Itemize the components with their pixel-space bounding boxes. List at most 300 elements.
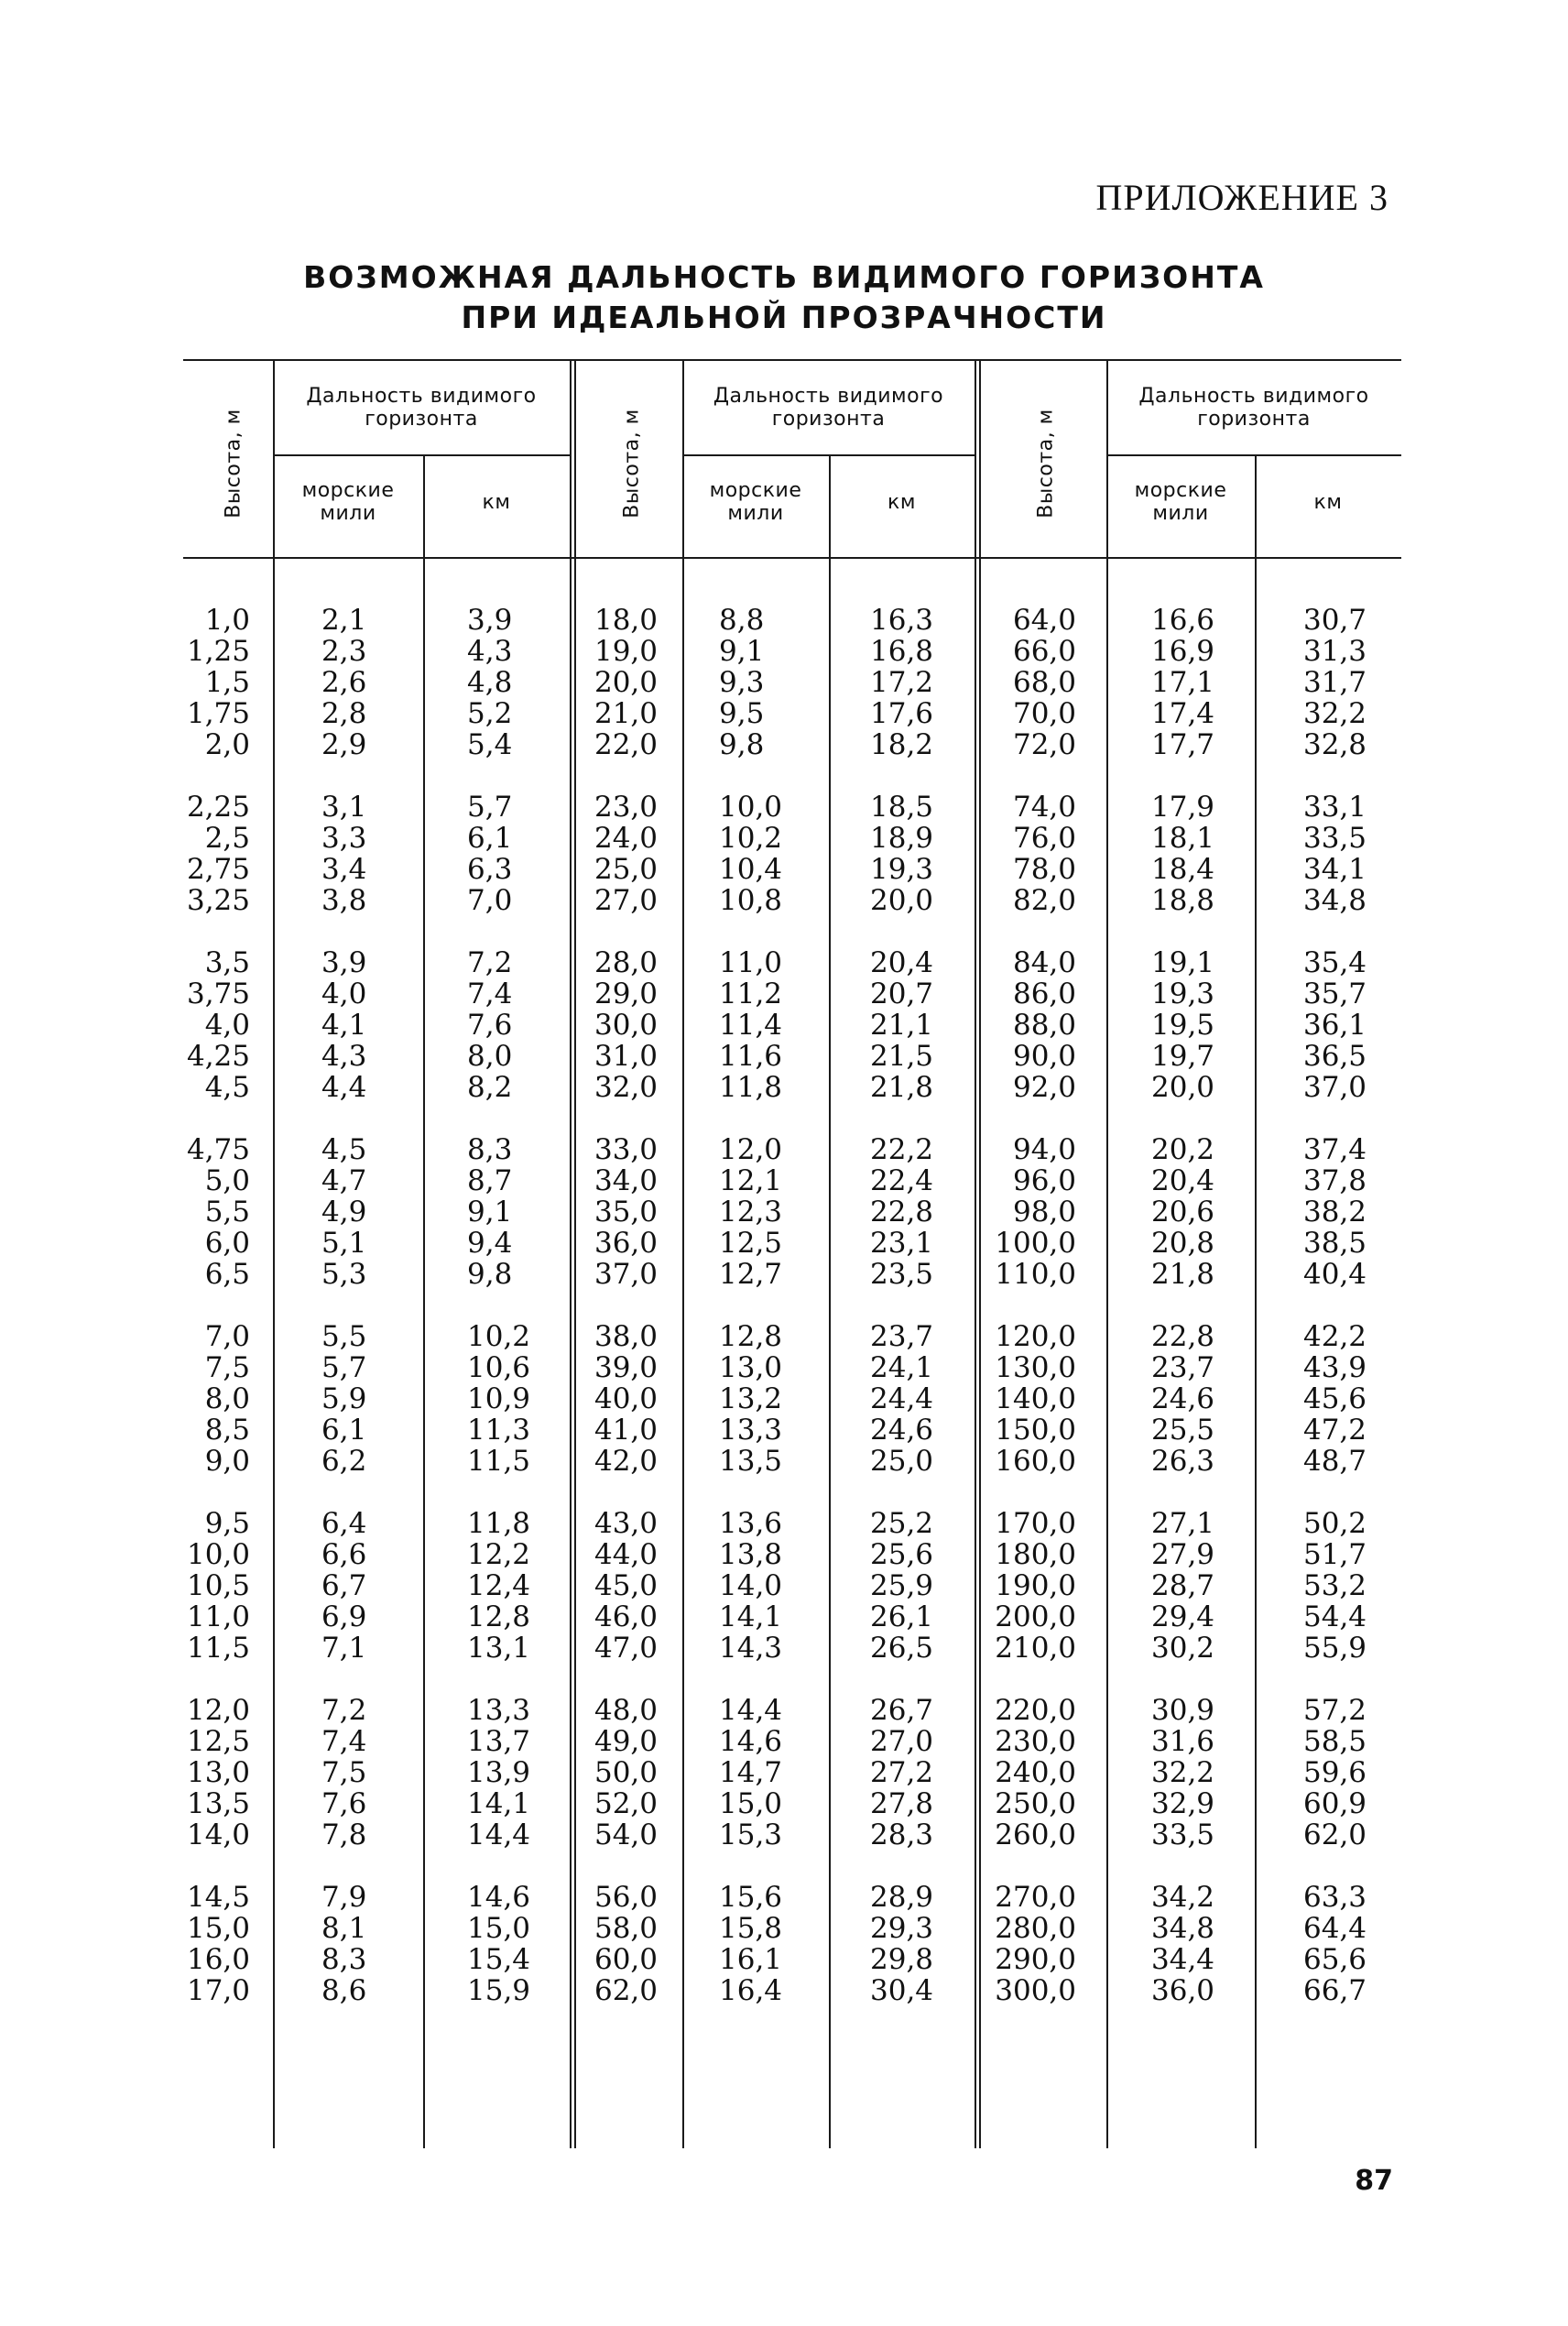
cell-height-m-block-2: 35,0 — [593, 1196, 658, 1229]
cell-height-m-block-3: 66,0 — [1012, 635, 1076, 668]
cell-height-m-block-3: 250,0 — [995, 1787, 1076, 1820]
cell-range-nmi-block-2: 11,4 — [719, 1009, 783, 1042]
cell-height-m-block-2: 47,0 — [593, 1632, 658, 1665]
cell-range-km-block-2: 21,1 — [870, 1009, 934, 1042]
cell-height-m-block-3: 220,0 — [995, 1694, 1076, 1727]
cell-height-m-block-1: 1,0 — [204, 604, 250, 637]
cell-height-m-block-3: 210,0 — [995, 1632, 1076, 1665]
cell-range-nmi-block-3: 18,4 — [1151, 853, 1215, 886]
cell-range-nmi-block-1: 6,1 — [321, 1414, 367, 1447]
cell-height-m-block-3: 260,0 — [995, 1818, 1076, 1851]
cell-range-km-block-2: 21,5 — [870, 1040, 934, 1073]
cell-range-km-block-1: 8,0 — [467, 1040, 513, 1073]
cell-height-m-block-2: 32,0 — [593, 1071, 658, 1104]
range-group-header — [273, 385, 570, 431]
cell-range-nmi-block-1: 8,1 — [321, 1912, 367, 1945]
cell-range-nmi-block-2: 11,0 — [719, 946, 783, 979]
cell-height-m-block-2: 23,0 — [593, 791, 658, 824]
cell-height-m-block-2: 49,0 — [593, 1725, 658, 1758]
page-title-line-2: ПРИ ИДЕАЛЬНОЙ ПРОЗРАЧНОСТИ — [461, 300, 1107, 335]
cell-range-nmi-block-3: 24,6 — [1151, 1382, 1215, 1415]
cell-range-nmi-block-3: 27,9 — [1151, 1538, 1215, 1571]
units-column-divider-2 — [829, 454, 831, 2148]
cell-height-m-block-3: 84,0 — [1012, 946, 1076, 979]
cell-range-km-block-3: 32,8 — [1303, 728, 1367, 761]
cell-range-nmi-block-2: 9,5 — [719, 697, 765, 730]
cell-range-nmi-block-2: 11,2 — [719, 977, 783, 1010]
range-group-header-line-1: Дальность видимого — [306, 385, 537, 408]
cell-range-km-block-2: 24,4 — [870, 1382, 934, 1415]
cell-range-nmi-block-2: 15,3 — [719, 1818, 783, 1851]
cell-range-km-block-2: 22,2 — [870, 1133, 934, 1166]
cell-height-m-block-3: 92,0 — [1012, 1071, 1076, 1104]
cell-height-m-block-3: 230,0 — [995, 1725, 1076, 1758]
cell-range-km-block-1: 8,3 — [467, 1133, 513, 1166]
cell-height-m-block-3: 120,0 — [995, 1320, 1076, 1353]
height-column-header-text: Высота, м — [222, 409, 245, 519]
cell-height-m-block-2: 21,0 — [593, 697, 658, 730]
cell-range-km-block-3: 58,5 — [1303, 1725, 1367, 1758]
cell-range-nmi-block-1: 2,9 — [321, 728, 367, 761]
cell-range-km-block-2: 23,1 — [870, 1227, 934, 1260]
kilometers-header: км — [1313, 491, 1343, 514]
cell-range-km-block-3: 43,9 — [1303, 1351, 1367, 1384]
cell-height-m-block-1: 12,0 — [186, 1694, 250, 1727]
cell-range-nmi-block-2: 14,0 — [719, 1569, 783, 1602]
kilometers-header: км — [482, 491, 511, 514]
cell-range-nmi-block-3: 32,2 — [1151, 1756, 1215, 1789]
cell-range-nmi-block-1: 4,5 — [321, 1133, 367, 1166]
cell-height-m-block-1: 4,0 — [204, 1009, 250, 1042]
cell-height-m-block-3: 270,0 — [995, 1881, 1076, 1914]
cell-range-nmi-block-1: 7,9 — [321, 1881, 367, 1914]
cell-range-km-block-1: 12,2 — [467, 1538, 531, 1571]
cell-range-nmi-block-1: 7,4 — [321, 1725, 367, 1758]
cell-range-nmi-block-3: 22,8 — [1151, 1320, 1215, 1353]
cell-range-nmi-block-2: 13,3 — [719, 1414, 783, 1447]
cell-height-m-block-2: 24,0 — [593, 822, 658, 855]
cell-height-m-block-3: 100,0 — [995, 1227, 1076, 1260]
cell-range-km-block-3: 31,3 — [1303, 635, 1367, 668]
cell-range-km-block-1: 4,8 — [467, 666, 513, 699]
cell-range-km-block-1: 9,1 — [467, 1196, 513, 1229]
cell-range-nmi-block-2: 11,6 — [719, 1040, 783, 1073]
cell-range-km-block-2: 18,2 — [870, 728, 934, 761]
cell-range-km-block-1: 10,6 — [467, 1351, 531, 1384]
cell-range-km-block-1: 13,3 — [467, 1694, 531, 1727]
range-group-header-line-1: Дальность видимого — [1138, 385, 1369, 408]
cell-range-km-block-3: 62,0 — [1303, 1818, 1367, 1851]
kilometers-header: км — [887, 491, 916, 514]
cell-height-m-block-2: 45,0 — [593, 1569, 658, 1602]
cell-height-m-block-3: 140,0 — [995, 1382, 1076, 1415]
cell-height-m-block-2: 54,0 — [593, 1818, 658, 1851]
cell-range-nmi-block-2: 12,3 — [719, 1196, 783, 1229]
cell-range-km-block-1: 3,9 — [467, 604, 513, 637]
cell-range-km-block-2: 22,8 — [870, 1196, 934, 1229]
cell-range-km-block-1: 9,4 — [467, 1227, 513, 1260]
cell-range-km-block-2: 30,4 — [870, 1974, 934, 2007]
cell-range-nmi-block-1: 2,1 — [321, 604, 367, 637]
cell-range-km-block-2: 17,2 — [870, 666, 934, 699]
cell-range-km-block-2: 24,1 — [870, 1351, 934, 1384]
cell-range-km-block-3: 38,5 — [1303, 1227, 1367, 1260]
cell-height-m-block-1: 4,25 — [186, 1040, 250, 1073]
cell-range-km-block-1: 12,4 — [467, 1569, 531, 1602]
cell-height-m-block-2: 38,0 — [593, 1320, 658, 1353]
cell-range-km-block-3: 50,2 — [1303, 1507, 1367, 1540]
cell-height-m-block-3: 170,0 — [995, 1507, 1076, 1540]
cell-range-km-block-2: 20,4 — [870, 946, 934, 979]
nautical-miles-header-line-1: морские — [301, 479, 395, 502]
cell-range-km-block-1: 8,2 — [467, 1071, 513, 1104]
cell-range-nmi-block-1: 3,9 — [321, 946, 367, 979]
header-bottom-rule — [183, 557, 1401, 559]
cell-range-nmi-block-3: 20,8 — [1151, 1227, 1215, 1260]
cell-range-km-block-1: 5,4 — [467, 728, 513, 761]
cell-height-m-block-2: 22,0 — [593, 728, 658, 761]
cell-range-km-block-3: 33,5 — [1303, 822, 1367, 855]
cell-range-km-block-3: 54,4 — [1303, 1600, 1367, 1633]
cell-height-m-block-2: 28,0 — [593, 946, 658, 979]
cell-range-nmi-block-1: 3,3 — [321, 822, 367, 855]
header-split-rule-3 — [1106, 454, 1401, 456]
cell-range-km-block-1: 15,4 — [467, 1943, 531, 1976]
cell-range-km-block-3: 38,2 — [1303, 1196, 1367, 1229]
cell-range-nmi-block-2: 14,3 — [719, 1632, 783, 1665]
range-group-header-line-2: горизонта — [365, 408, 478, 431]
cell-range-km-block-1: 11,8 — [467, 1507, 531, 1540]
cell-range-km-block-3: 53,2 — [1303, 1569, 1367, 1602]
nautical-miles-header-line-1: морские — [709, 479, 802, 502]
cell-range-nmi-block-2: 9,1 — [719, 635, 765, 668]
cell-range-nmi-block-3: 31,6 — [1151, 1725, 1215, 1758]
cell-range-nmi-block-3: 30,9 — [1151, 1694, 1215, 1727]
cell-height-m-block-2: 39,0 — [593, 1351, 658, 1384]
cell-range-km-block-2: 28,9 — [870, 1881, 934, 1914]
cell-range-nmi-block-2: 14,7 — [719, 1756, 783, 1789]
nautical-miles-header-line-2: мили — [320, 502, 376, 525]
cell-range-nmi-block-1: 5,1 — [321, 1227, 367, 1260]
cell-range-km-block-3: 63,3 — [1303, 1881, 1367, 1914]
cell-range-km-block-2: 16,8 — [870, 635, 934, 668]
cell-height-m-block-1: 8,5 — [204, 1414, 250, 1447]
cell-range-nmi-block-3: 20,4 — [1151, 1164, 1215, 1197]
cell-range-nmi-block-3: 26,3 — [1151, 1445, 1215, 1478]
cell-height-m-block-1: 3,75 — [186, 977, 250, 1010]
cell-range-nmi-block-3: 29,4 — [1151, 1600, 1215, 1633]
cell-range-km-block-2: 16,3 — [870, 604, 934, 637]
cell-height-m-block-1: 14,5 — [186, 1881, 250, 1914]
cell-height-m-block-2: 34,0 — [593, 1164, 658, 1197]
cell-range-km-block-3: 34,1 — [1303, 853, 1367, 886]
cell-height-m-block-2: 27,0 — [593, 884, 658, 917]
header-split-rule-1 — [273, 454, 570, 456]
cell-range-nmi-block-3: 32,9 — [1151, 1787, 1215, 1820]
cell-range-nmi-block-2: 15,8 — [719, 1912, 783, 1945]
cell-range-km-block-1: 8,7 — [467, 1164, 513, 1197]
cell-height-m-block-2: 19,0 — [593, 635, 658, 668]
cell-height-m-block-1: 11,0 — [186, 1600, 250, 1633]
page-title-line-1: ВОЗМОЖНАЯ ДАЛЬНОСТЬ ВИДИМОГО ГОРИЗОНТА — [303, 259, 1265, 295]
cell-range-km-block-1: 6,1 — [467, 822, 513, 855]
cell-range-nmi-block-2: 9,8 — [719, 728, 765, 761]
cell-height-m-block-1: 2,0 — [204, 728, 250, 761]
cell-range-km-block-1: 13,1 — [467, 1632, 531, 1665]
cell-range-nmi-block-2: 13,6 — [719, 1507, 783, 1540]
cell-height-m-block-2: 43,0 — [593, 1507, 658, 1540]
cell-height-m-block-1: 2,75 — [186, 853, 250, 886]
cell-range-nmi-block-3: 25,5 — [1151, 1414, 1215, 1447]
table-top-rule — [183, 359, 1401, 361]
cell-range-km-block-3: 33,1 — [1303, 791, 1367, 824]
cell-range-km-block-3: 65,6 — [1303, 1943, 1367, 1976]
cell-height-m-block-1: 10,5 — [186, 1569, 250, 1602]
cell-height-m-block-1: 6,0 — [204, 1227, 250, 1260]
cell-height-m-block-2: 25,0 — [593, 853, 658, 886]
cell-range-km-block-1: 15,9 — [467, 1974, 531, 2007]
cell-range-km-block-3: 64,4 — [1303, 1912, 1367, 1945]
cell-range-nmi-block-1: 7,5 — [321, 1756, 367, 1789]
cell-range-km-block-1: 11,3 — [467, 1414, 531, 1447]
cell-range-nmi-block-1: 7,6 — [321, 1787, 367, 1820]
cell-height-m-block-1: 7,5 — [204, 1351, 250, 1384]
cell-range-nmi-block-2: 12,1 — [719, 1164, 783, 1197]
cell-height-m-block-1: 1,75 — [186, 697, 250, 730]
cell-range-nmi-block-2: 15,0 — [719, 1787, 783, 1820]
cell-height-m-block-3: 70,0 — [1012, 697, 1076, 730]
block-divider-2b — [979, 359, 981, 2148]
cell-range-nmi-block-1: 6,2 — [321, 1445, 367, 1478]
cell-range-nmi-block-2: 13,0 — [719, 1351, 783, 1384]
block-divider-1b — [574, 359, 576, 2148]
cell-range-nmi-block-3: 27,1 — [1151, 1507, 1215, 1540]
cell-height-m-block-1: 6,5 — [204, 1258, 250, 1291]
cell-range-nmi-block-3: 20,6 — [1151, 1196, 1215, 1229]
cell-range-km-block-1: 13,7 — [467, 1725, 531, 1758]
range-group-header — [1106, 385, 1401, 431]
cell-height-m-block-2: 20,0 — [593, 666, 658, 699]
cell-height-m-block-2: 29,0 — [593, 977, 658, 1010]
cell-range-nmi-block-3: 16,6 — [1151, 604, 1215, 637]
cell-range-nmi-block-3: 19,3 — [1151, 977, 1215, 1010]
cell-height-m-block-3: 160,0 — [995, 1445, 1076, 1478]
cell-range-nmi-block-1: 4,9 — [321, 1196, 367, 1229]
cell-range-nmi-block-1: 5,3 — [321, 1258, 367, 1291]
cell-range-nmi-block-3: 34,8 — [1151, 1912, 1215, 1945]
cell-height-m-block-3: 150,0 — [995, 1414, 1076, 1447]
nautical-miles-header — [273, 479, 423, 525]
cell-range-nmi-block-1: 8,6 — [321, 1974, 367, 2007]
cell-range-km-block-2: 24,6 — [870, 1414, 934, 1447]
cell-range-km-block-1: 5,2 — [467, 697, 513, 730]
cell-height-m-block-1: 15,0 — [186, 1912, 250, 1945]
cell-range-km-block-1: 6,3 — [467, 853, 513, 886]
nautical-miles-header-line-2: мили — [1152, 502, 1209, 525]
cell-range-nmi-block-3: 28,7 — [1151, 1569, 1215, 1602]
cell-height-m-block-3: 78,0 — [1012, 853, 1076, 886]
cell-range-km-block-1: 11,5 — [467, 1445, 531, 1478]
cell-height-m-block-1: 9,0 — [204, 1445, 250, 1478]
cell-range-nmi-block-1: 5,9 — [321, 1382, 367, 1415]
cell-height-m-block-2: 46,0 — [593, 1600, 658, 1633]
range-group-header-line-2: горизонта — [771, 408, 886, 431]
cell-range-nmi-block-1: 2,3 — [321, 635, 367, 668]
cell-height-m-block-2: 33,0 — [593, 1133, 658, 1166]
cell-height-m-block-1: 3,5 — [204, 946, 250, 979]
nautical-miles-header-line-2: мили — [727, 502, 784, 525]
cell-height-m-block-2: 62,0 — [593, 1974, 658, 2007]
cell-range-nmi-block-1: 4,1 — [321, 1009, 367, 1042]
cell-height-m-block-3: 74,0 — [1012, 791, 1076, 824]
cell-range-nmi-block-3: 19,7 — [1151, 1040, 1215, 1073]
range-group-header — [682, 385, 975, 431]
cell-range-km-block-1: 13,9 — [467, 1756, 531, 1789]
cell-height-m-block-1: 2,5 — [204, 822, 250, 855]
appendix-label: ПРИЛОЖЕНИЕ 3 — [1095, 177, 1388, 218]
cell-height-m-block-3: 130,0 — [995, 1351, 1076, 1384]
cell-range-km-block-3: 57,2 — [1303, 1694, 1367, 1727]
cell-range-km-block-3: 37,4 — [1303, 1133, 1367, 1166]
cell-range-km-block-1: 10,9 — [467, 1382, 531, 1415]
cell-height-m-block-1: 11,5 — [186, 1632, 250, 1665]
block-divider-2a — [975, 359, 976, 2148]
cell-range-km-block-3: 59,6 — [1303, 1756, 1367, 1789]
cell-range-nmi-block-2: 10,0 — [719, 791, 783, 824]
cell-height-m-block-1: 8,0 — [204, 1382, 250, 1415]
cell-range-nmi-block-3: 20,0 — [1151, 1071, 1215, 1104]
cell-range-km-block-3: 55,9 — [1303, 1632, 1367, 1665]
cell-range-km-block-1: 15,0 — [467, 1912, 531, 1945]
cell-height-m-block-2: 42,0 — [593, 1445, 658, 1478]
cell-range-nmi-block-2: 16,4 — [719, 1974, 783, 2007]
cell-range-km-block-3: 60,9 — [1303, 1787, 1367, 1820]
cell-range-nmi-block-2: 10,8 — [719, 884, 783, 917]
cell-height-m-block-3: 110,0 — [995, 1258, 1076, 1291]
cell-range-km-block-3: 45,6 — [1303, 1382, 1367, 1415]
cell-range-nmi-block-3: 18,8 — [1151, 884, 1215, 917]
cell-range-nmi-block-2: 12,7 — [719, 1258, 783, 1291]
cell-range-nmi-block-2: 13,2 — [719, 1382, 783, 1415]
cell-range-km-block-3: 66,7 — [1303, 1974, 1367, 2007]
cell-range-nmi-block-1: 3,1 — [321, 791, 367, 824]
cell-height-m-block-2: 37,0 — [593, 1258, 658, 1291]
nautical-miles-header-line-1: морские — [1134, 479, 1227, 502]
height-column-divider-1 — [273, 359, 275, 2148]
cell-range-nmi-block-1: 5,7 — [321, 1351, 367, 1384]
cell-height-m-block-1: 12,5 — [186, 1725, 250, 1758]
cell-range-km-block-2: 25,2 — [870, 1507, 934, 1540]
nautical-miles-header — [1106, 479, 1255, 525]
cell-range-km-block-3: 48,7 — [1303, 1445, 1367, 1478]
cell-range-nmi-block-3: 36,0 — [1151, 1974, 1215, 2007]
cell-height-m-block-2: 44,0 — [593, 1538, 658, 1571]
cell-height-m-block-1: 14,0 — [186, 1818, 250, 1851]
units-column-divider-3 — [1255, 454, 1257, 2148]
cell-range-km-block-3: 37,8 — [1303, 1164, 1367, 1197]
cell-range-km-block-2: 27,8 — [870, 1787, 934, 1820]
cell-height-m-block-2: 52,0 — [593, 1787, 658, 1820]
range-group-header-line-2: горизонта — [1197, 408, 1311, 431]
cell-range-km-block-2: 18,9 — [870, 822, 934, 855]
cell-range-km-block-1: 14,6 — [467, 1881, 531, 1914]
cell-height-m-block-2: 40,0 — [593, 1382, 658, 1415]
nautical-miles-header — [682, 479, 829, 525]
cell-range-nmi-block-2: 12,8 — [719, 1320, 783, 1353]
cell-range-km-block-2: 27,0 — [870, 1725, 934, 1758]
cell-range-nmi-block-1: 2,8 — [321, 697, 367, 730]
cell-range-km-block-3: 42,2 — [1303, 1320, 1367, 1353]
cell-range-km-block-2: 28,3 — [870, 1818, 934, 1851]
cell-height-m-block-2: 30,0 — [593, 1009, 658, 1042]
cell-range-km-block-2: 20,7 — [870, 977, 934, 1010]
cell-height-m-block-3: 190,0 — [995, 1569, 1076, 1602]
cell-range-km-block-1: 14,4 — [467, 1818, 531, 1851]
cell-height-m-block-2: 31,0 — [593, 1040, 658, 1073]
cell-height-m-block-3: 86,0 — [1012, 977, 1076, 1010]
cell-height-m-block-3: 94,0 — [1012, 1133, 1076, 1166]
cell-height-m-block-3: 290,0 — [995, 1943, 1076, 1976]
cell-range-nmi-block-3: 17,1 — [1151, 666, 1215, 699]
cell-range-nmi-block-1: 6,9 — [321, 1600, 367, 1633]
cell-range-nmi-block-3: 17,4 — [1151, 697, 1215, 730]
cell-height-m-block-1: 17,0 — [186, 1974, 250, 2007]
cell-range-km-block-2: 17,6 — [870, 697, 934, 730]
cell-range-nmi-block-3: 34,2 — [1151, 1881, 1215, 1914]
cell-range-km-block-1: 14,1 — [467, 1787, 531, 1820]
cell-range-nmi-block-2: 10,4 — [719, 853, 783, 886]
cell-range-nmi-block-2: 14,1 — [719, 1600, 783, 1633]
cell-range-km-block-3: 51,7 — [1303, 1538, 1367, 1571]
cell-height-m-block-1: 10,0 — [186, 1538, 250, 1571]
cell-height-m-block-3: 280,0 — [995, 1912, 1076, 1945]
cell-height-m-block-1: 13,5 — [186, 1787, 250, 1820]
cell-range-nmi-block-3: 21,8 — [1151, 1258, 1215, 1291]
cell-range-km-block-2: 20,0 — [870, 884, 934, 917]
cell-range-nmi-block-3: 17,9 — [1151, 791, 1215, 824]
cell-range-km-block-3: 34,8 — [1303, 884, 1367, 917]
cell-height-m-block-3: 64,0 — [1012, 604, 1076, 637]
cell-height-m-block-2: 48,0 — [593, 1694, 658, 1727]
cell-range-nmi-block-3: 23,7 — [1151, 1351, 1215, 1384]
cell-range-nmi-block-2: 13,8 — [719, 1538, 783, 1571]
cell-height-m-block-3: 88,0 — [1012, 1009, 1076, 1042]
cell-range-km-block-2: 23,7 — [870, 1320, 934, 1353]
cell-height-m-block-3: 76,0 — [1012, 822, 1076, 855]
cell-range-nmi-block-3: 18,1 — [1151, 822, 1215, 855]
cell-range-nmi-block-3: 33,5 — [1151, 1818, 1215, 1851]
cell-height-m-block-3: 82,0 — [1012, 884, 1076, 917]
cell-range-nmi-block-2: 14,6 — [719, 1725, 783, 1758]
cell-range-km-block-2: 21,8 — [870, 1071, 934, 1104]
cell-height-m-block-3: 72,0 — [1012, 728, 1076, 761]
cell-range-nmi-block-3: 19,1 — [1151, 946, 1215, 979]
cell-range-nmi-block-2: 16,1 — [719, 1943, 783, 1976]
cell-range-km-block-2: 19,3 — [870, 853, 934, 886]
cell-range-nmi-block-1: 3,4 — [321, 853, 367, 886]
cell-range-nmi-block-1: 6,4 — [321, 1507, 367, 1540]
cell-range-nmi-block-2: 13,5 — [719, 1445, 783, 1478]
cell-range-km-block-3: 31,7 — [1303, 666, 1367, 699]
cell-range-km-block-3: 36,1 — [1303, 1009, 1367, 1042]
cell-height-m-block-1: 9,5 — [204, 1507, 250, 1540]
cell-range-km-block-3: 36,5 — [1303, 1040, 1367, 1073]
height-column-divider-2 — [682, 359, 684, 2148]
cell-range-km-block-1: 7,4 — [467, 977, 513, 1010]
cell-height-m-block-1: 1,25 — [186, 635, 250, 668]
block-divider-1a — [570, 359, 572, 2148]
range-group-header-line-1: Дальность видимого — [713, 385, 944, 408]
